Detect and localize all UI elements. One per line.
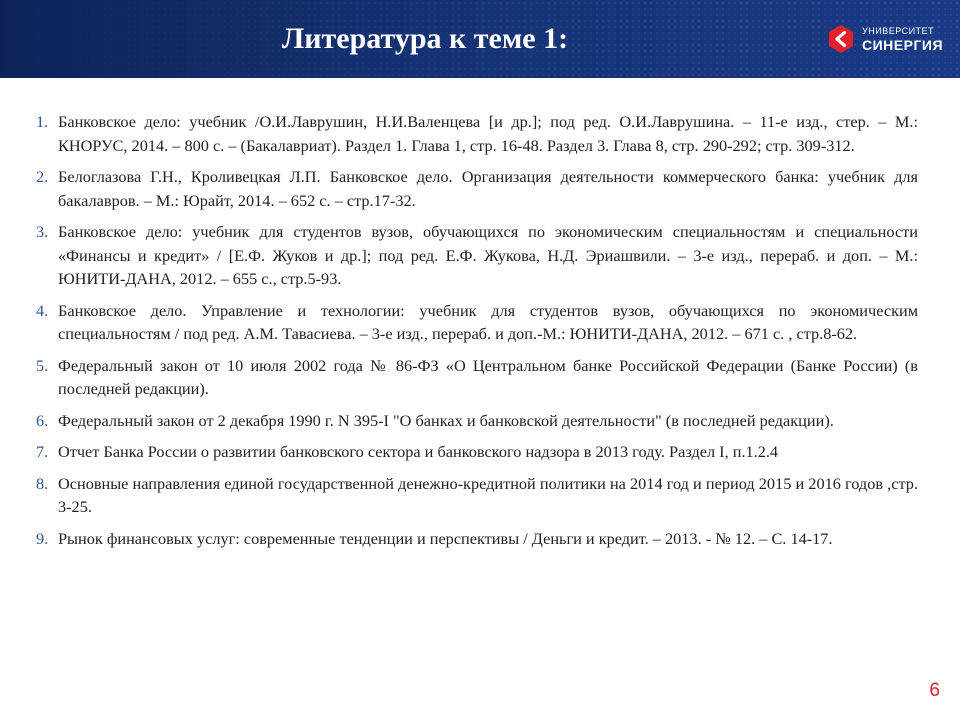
reference-item-6 — [36, 409, 918, 433]
reference-item-5 — [36, 354, 918, 401]
reference-text: Банковское дело: учебник /О.И.Лаврушин, Н.И.Валенцева [и др.]; под ред. О.И.Лаврушина. – 11-е изд., стер. – М.: КНОРУС, 2014. – 800 с. – (Бакалавриат). Раздел 1. Глава 1, стр. 16-48. Раздел 3. Глава 8, стр. 290-292; стр. 309-312. — [58, 112, 918, 155]
reference-text: Рынок финансовых услуг: современные тенденции и перспективы / Деньги и кредит. – 2013. - № 12. – С. 14-17. — [58, 528, 833, 548]
page-number: 6 — [929, 680, 940, 701]
reference-text: Федеральный закон от 2 декабря 1990 г. N 395-I "О банках и банковской деятельности" (в последней редакции). — [58, 410, 834, 430]
reference-number: 7. — [36, 442, 49, 461]
reference-text: Банковское дело. Управление и технологии: учебник для студентов вузов, обучающихся по экономическим специальностям / под ред. А.М. Тавасиева. – 3-е изд., перераб. и доп.-М.: ЮНИТИ-ДАНА, 2012. – 671 с. , стр.8-62. — [58, 300, 918, 343]
reference-section — [36, 110, 918, 558]
reference-number: 5. — [36, 355, 49, 375]
synergy-logo-icon — [826, 24, 856, 54]
logo-line-synergy: СИНЕРГИЯ — [862, 36, 944, 53]
reference-text: Основные направления единой государственной денежно-кредитной политики на 2014 год и период 2015 и 2016 годов ,стр. 3-25. — [58, 473, 918, 516]
reference-number: 2. — [36, 167, 49, 186]
reference-item-8 — [36, 472, 918, 519]
university-logo — [826, 22, 943, 56]
slide-title: Литература к теме 1: — [281, 22, 569, 55]
reference-number: 1. — [36, 112, 49, 131]
reference-text: Отчет Банка России о развитии банковского сектора и банковского надзора в 2013 году. Раздел I, п.1.2.4 — [58, 442, 779, 461]
reference-item-2 — [36, 165, 918, 212]
reference-list — [36, 110, 918, 550]
reference-text: Белоглазова Г.Н., Кроливецкая Л.П. Банковское дело. Организация деятельности коммерческого банка: учебник для бакалавров. – М.: Юрайт, 2014. – 652 с. – стр.17-32. — [58, 167, 918, 210]
reference-item-7 — [36, 440, 918, 464]
reference-text: Банковское дело: учебник для студентов вузов, обучающихся по экономическим специальностям и специальности «Финансы и кредит» / [Е.Ф. Жуков и др.]; под ред. Е.Ф. Жукова, Н.Д. Эриашвили. – 3-е изд., перераб. и доп. – М.: ЮНИТИ-ДАНА, 2012. – 655 с., стр.5-93. — [58, 222, 918, 288]
reference-item-9 — [36, 527, 918, 551]
reference-number: 3. — [36, 222, 49, 241]
reference-item-3 — [36, 220, 918, 291]
reference-item-4 — [36, 299, 918, 346]
reference-text: Федеральный закон от 10 июля 2002 года № 86-ФЗ «О Центральном банке Российской Федерации (Банке России) (в последней редакции). — [58, 355, 918, 398]
reference-number: 6. — [36, 410, 49, 430]
logo-line-university: УНИВЕРСИТЕТ — [862, 25, 935, 36]
reference-number: 8. — [36, 473, 49, 493]
logo-text — [862, 27, 943, 52]
reference-item-1 — [36, 110, 918, 157]
slide-header — [0, 0, 960, 78]
reference-number: 9. — [36, 528, 49, 548]
reference-number: 4. — [36, 300, 49, 320]
